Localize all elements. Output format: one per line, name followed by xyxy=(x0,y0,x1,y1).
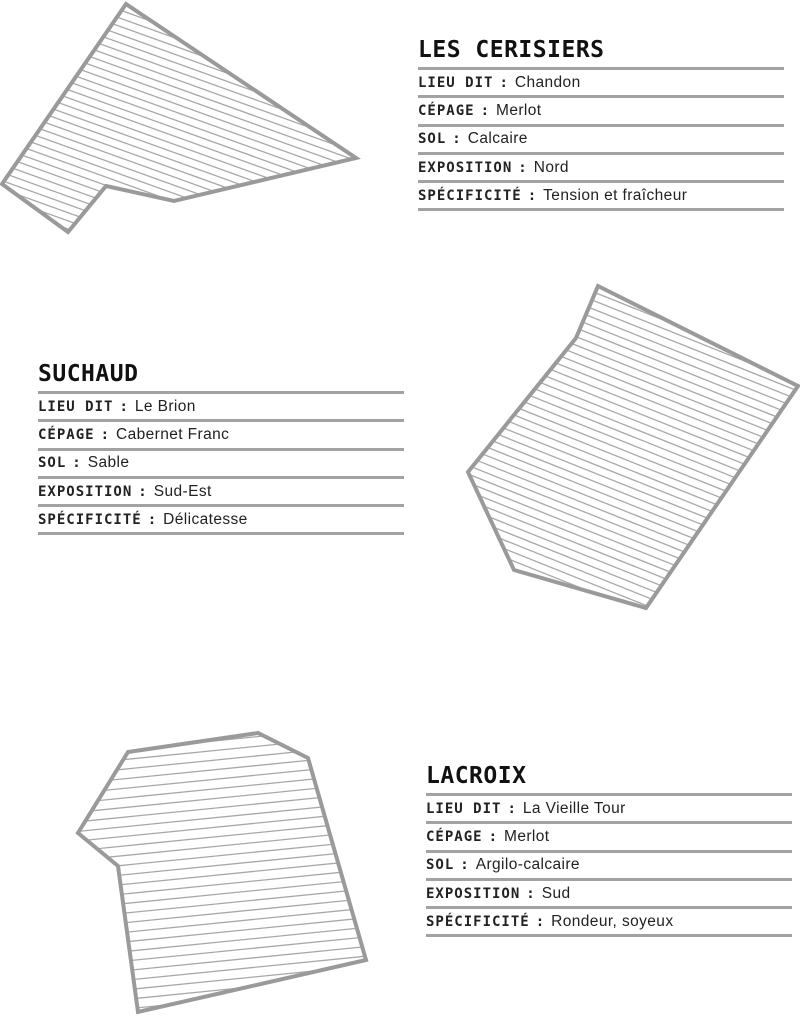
hatch-line xyxy=(0,0,360,31)
hatch-line xyxy=(466,430,800,564)
row-value: Calcaire xyxy=(467,130,528,148)
hatch-line xyxy=(466,379,800,513)
row-label: CÉPAGE xyxy=(38,426,95,443)
hatch-line xyxy=(0,229,360,359)
hatch-line xyxy=(466,207,800,341)
hatch-line xyxy=(0,0,360,55)
hatch-line xyxy=(76,754,370,783)
row-lieu-dit xyxy=(38,394,404,422)
row-sol xyxy=(38,451,404,479)
hatch-line xyxy=(76,917,370,946)
hatch-line xyxy=(466,275,800,409)
hatch-line xyxy=(466,241,800,375)
row-label: CÉPAGE xyxy=(426,828,483,845)
hatch-line xyxy=(466,594,800,728)
hatch-line xyxy=(466,370,800,504)
row-value: Chandon xyxy=(514,73,581,91)
hatch-line xyxy=(0,0,360,39)
row-cepage xyxy=(426,824,792,852)
hatch-line xyxy=(466,559,800,693)
row-specificite xyxy=(38,507,404,535)
hatch-line xyxy=(0,213,360,343)
row-separator: : xyxy=(527,187,537,204)
plot-title: LACROIX xyxy=(426,760,792,796)
row-separator: : xyxy=(460,857,469,874)
row-value: Délicatesse xyxy=(163,510,248,528)
hatch-line xyxy=(0,0,360,72)
hatch-line xyxy=(466,336,800,470)
hatch-line xyxy=(466,232,800,366)
row-value: Nord xyxy=(533,158,569,176)
hatch-line xyxy=(466,499,800,633)
hatch-line xyxy=(0,0,360,64)
row-exposition xyxy=(38,479,404,507)
hatch-line xyxy=(0,164,360,294)
row-exposition xyxy=(418,155,784,183)
hatch-line xyxy=(466,422,800,556)
hatch-line xyxy=(466,473,800,607)
row-separator: : xyxy=(452,131,461,148)
hatch-line xyxy=(466,525,800,659)
hatch-line xyxy=(466,224,800,358)
plot-info-suchaud xyxy=(38,358,404,535)
plot-shape-lacroix xyxy=(76,697,370,1016)
hatch-line xyxy=(76,898,370,927)
row-separator: : xyxy=(147,511,157,528)
row-label: SPÉCIFICITÉ xyxy=(418,187,522,204)
plot-shape-les-cerisiers xyxy=(0,0,360,367)
hatch-line xyxy=(466,447,800,581)
hatch-line xyxy=(466,353,800,487)
hatch-line xyxy=(76,1004,370,1016)
hatch-line xyxy=(466,258,800,392)
row-label: LIEU DIT xyxy=(426,800,502,817)
plot-info-les-cerisiers xyxy=(418,34,784,211)
row-value: Sud xyxy=(541,884,571,902)
hatch-line xyxy=(466,611,800,745)
row-cepage xyxy=(418,98,784,126)
hatch-line xyxy=(466,293,800,427)
row-label: SPÉCIFICITÉ xyxy=(426,913,530,930)
row-cepage xyxy=(38,422,404,450)
hatch-line xyxy=(76,697,370,726)
hatch-line xyxy=(0,221,360,351)
hatch-line xyxy=(0,172,360,302)
hatch-line xyxy=(76,841,370,870)
hatch-line xyxy=(76,706,370,735)
hatch-line xyxy=(76,927,370,956)
hatch-line xyxy=(466,267,800,401)
hatch-line xyxy=(466,482,800,616)
hatch-line xyxy=(466,396,800,530)
row-separator: : xyxy=(100,426,110,443)
row-value: Argilo-calcaire xyxy=(475,856,580,874)
hatch-line xyxy=(76,994,370,1016)
row-label: SPÉCIFICITÉ xyxy=(38,511,142,528)
row-label: EXPOSITION xyxy=(418,159,513,176)
plot-title: LES CERISIERS xyxy=(418,34,784,70)
hatch-line xyxy=(466,516,800,650)
hatch-line xyxy=(466,404,800,538)
hatch-line xyxy=(466,327,800,461)
hatch-line xyxy=(76,773,370,802)
row-value: Sable xyxy=(87,454,130,472)
hatch-line xyxy=(0,0,360,88)
row-separator: : xyxy=(480,102,490,119)
hatch-line xyxy=(466,310,800,444)
row-value: Tension et fraîcheur xyxy=(543,186,688,204)
hatch-line xyxy=(76,985,370,1014)
row-separator: : xyxy=(138,483,147,500)
hatch-line xyxy=(0,0,360,6)
plot-info-lacroix xyxy=(426,760,792,937)
hatch-line xyxy=(0,0,360,14)
row-separator: : xyxy=(535,913,545,930)
hatch-line xyxy=(466,361,800,495)
hatch-line xyxy=(466,576,800,710)
hatch-line xyxy=(76,716,370,745)
row-label: LIEU DIT xyxy=(418,74,494,91)
row-value: Le Brion xyxy=(134,397,196,415)
row-label: CÉPAGE xyxy=(418,102,475,119)
hatch-line xyxy=(466,215,800,349)
row-value: Merlot xyxy=(496,101,542,119)
row-separator: : xyxy=(518,159,527,176)
row-value: Merlot xyxy=(504,827,550,845)
row-value: La Vieille Tour xyxy=(522,799,626,817)
row-separator: : xyxy=(526,885,535,902)
row-sol xyxy=(418,127,784,155)
hatch-line xyxy=(466,508,800,642)
hatch-line xyxy=(0,188,360,318)
row-label: EXPOSITION xyxy=(38,483,133,500)
row-lieu-dit xyxy=(426,796,792,824)
hatch-line xyxy=(0,0,360,121)
hatch-line xyxy=(0,0,360,23)
hatch-line xyxy=(76,975,370,1004)
plot-shape-suchaud xyxy=(466,146,800,744)
row-label: SOL xyxy=(426,857,455,874)
row-value: Rondeur, soyeux xyxy=(551,912,674,930)
hatch-line xyxy=(466,413,800,547)
row-label: SOL xyxy=(418,131,447,148)
row-separator: : xyxy=(72,455,81,472)
row-specificite xyxy=(418,183,784,211)
hatch-line xyxy=(466,198,800,332)
hatch-line xyxy=(466,542,800,676)
row-lieu-dit xyxy=(418,70,784,98)
row-value: Sud-Est xyxy=(153,482,212,500)
row-value: Cabernet Franc xyxy=(116,425,230,443)
hatch-line xyxy=(76,937,370,966)
row-specificite xyxy=(426,909,792,937)
hatch-line xyxy=(466,533,800,667)
hatch-line xyxy=(76,783,370,812)
hatch-line xyxy=(0,196,360,326)
row-separator: : xyxy=(499,74,508,91)
row-separator: : xyxy=(488,828,498,845)
hatch-line xyxy=(76,745,370,774)
hatch-line xyxy=(466,568,800,702)
hatch-line xyxy=(466,318,800,452)
plot-title: SUCHAUD xyxy=(38,358,404,394)
row-label: LIEU DIT xyxy=(38,398,114,415)
hatch-line xyxy=(466,602,800,736)
row-separator: : xyxy=(119,398,128,415)
row-separator: : xyxy=(507,800,516,817)
hatch-line xyxy=(466,465,800,599)
row-exposition xyxy=(426,881,792,909)
hatch-line xyxy=(76,908,370,937)
hatch-line xyxy=(0,237,360,367)
row-sol xyxy=(426,853,792,881)
row-label: SOL xyxy=(38,455,67,472)
row-label: EXPOSITION xyxy=(426,885,521,902)
hatch-line xyxy=(76,831,370,860)
